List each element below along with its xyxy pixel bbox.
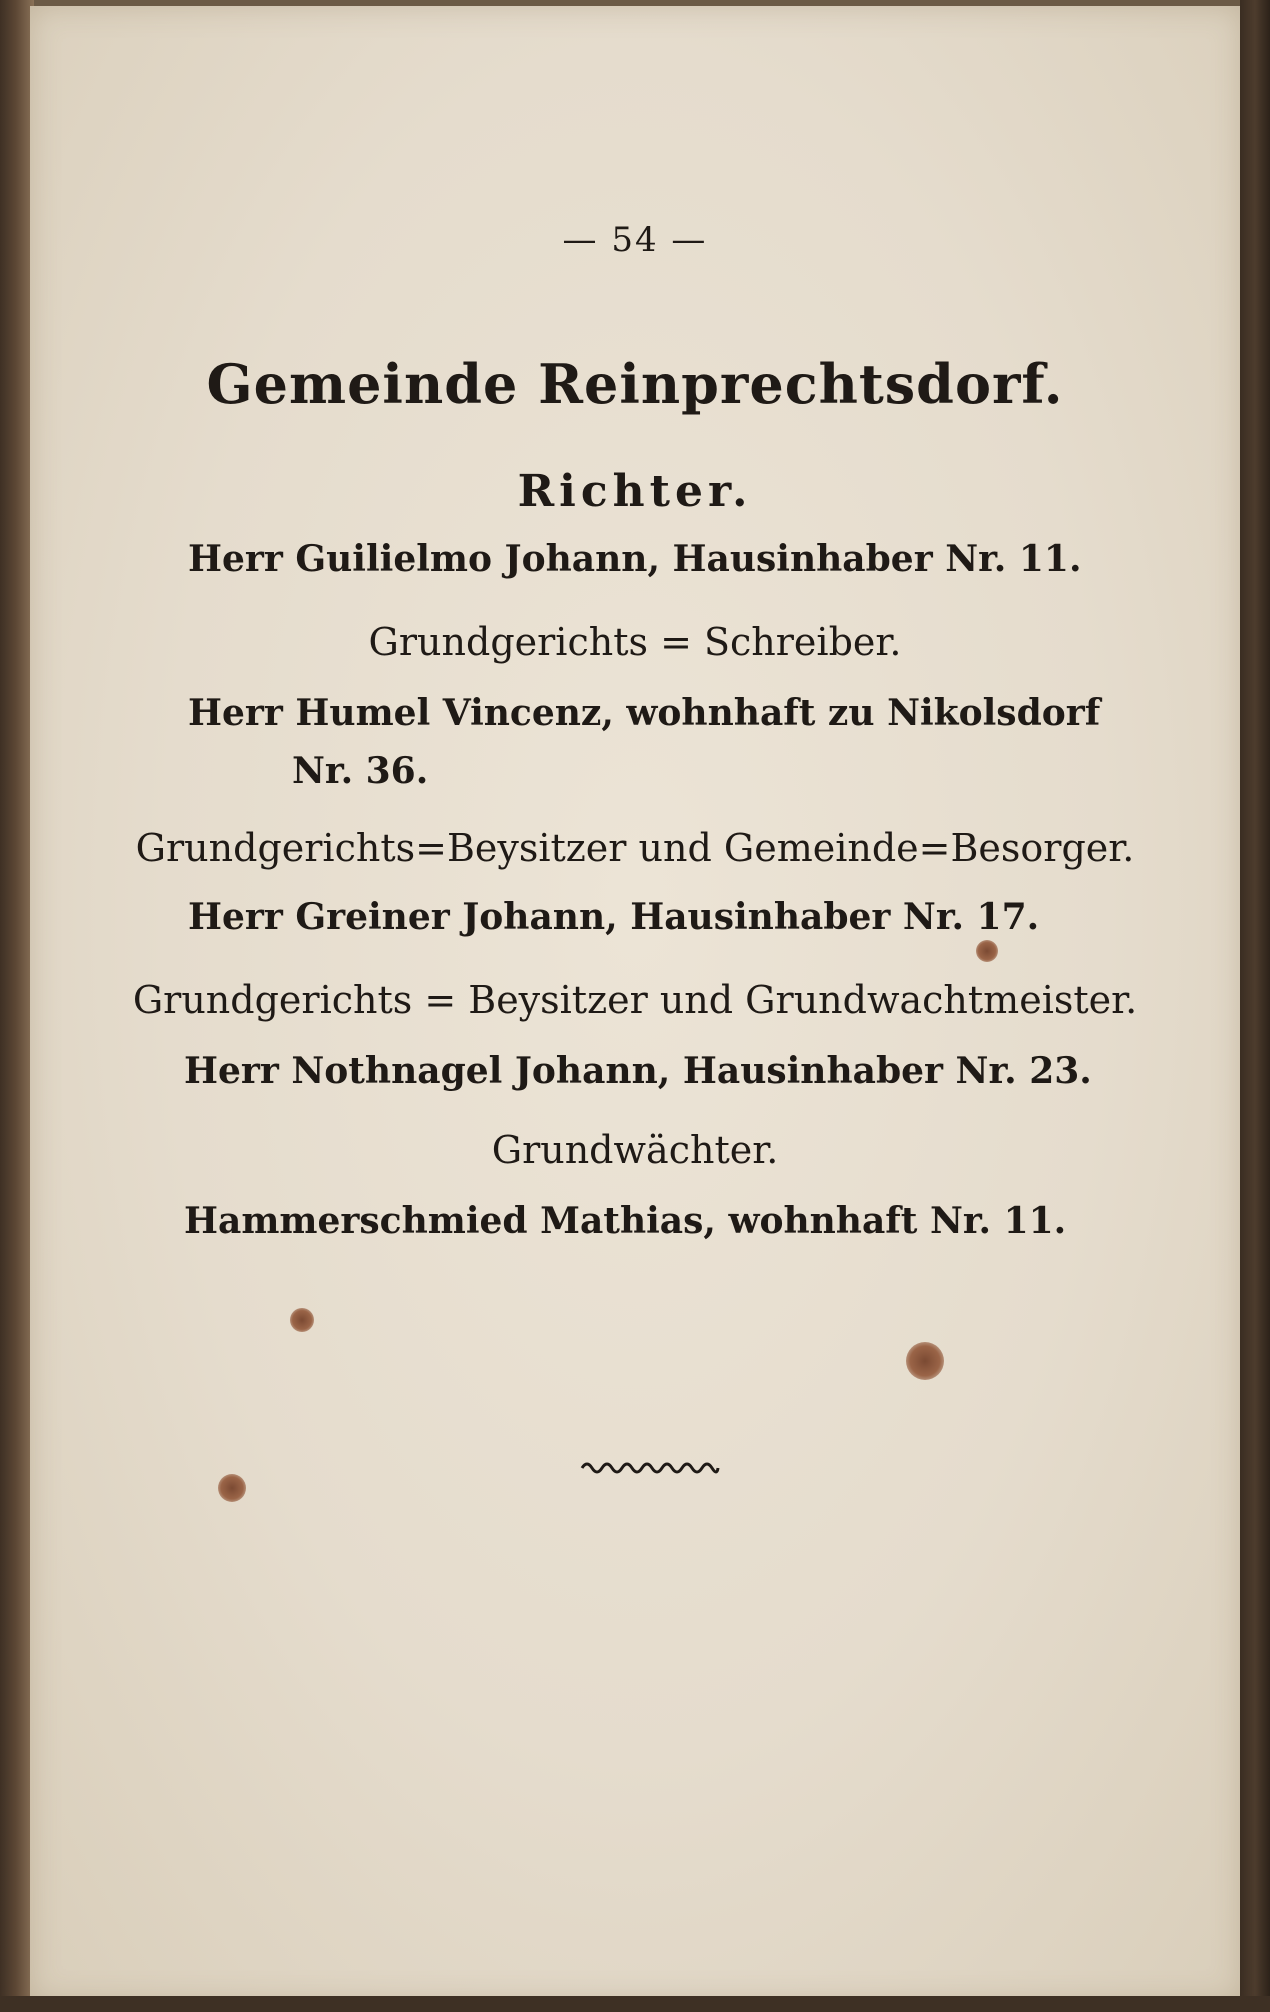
section-heading-schreiber: Grundgerichts = Schreiber. <box>368 620 902 664</box>
section-heading-beysitzer-wachtmeister: Grundgerichts = Beysitzer und Grundwachtmeister. <box>132 978 1138 1022</box>
book-edge-bottom <box>0 1996 1270 2012</box>
foxing-spot <box>290 1308 314 1332</box>
entry-line: Herr Greiner Johann, Hausinhaber Nr. 17. <box>188 896 1040 938</box>
section-heading-richter: Richter. <box>517 466 753 517</box>
entry-line: Herr Guilielmo Johann, Hausinhaber Nr. 11. <box>188 538 1082 580</box>
section-heading-grundwaechter: Grundwächter. <box>491 1128 779 1172</box>
foxing-spot <box>906 1342 944 1380</box>
foxing-spot <box>976 940 998 962</box>
page-number: — 54 — <box>562 220 708 260</box>
entry-line: Herr Nothnagel Johann, Hausinhaber Nr. 23. <box>184 1050 1092 1092</box>
entry-line: Nr. 36. <box>292 750 429 792</box>
foxing-spot <box>218 1474 246 1502</box>
section-heading-beysitzer-besorger: Grundgerichts=Beysitzer und Gemeinde=Besorger. <box>135 826 1135 870</box>
page-title: Gemeinde Reinprechtsdorf. <box>206 352 1064 416</box>
entry-line: Herr Humel Vincenz, wohnhaft zu Nikolsdorf <box>188 692 1101 734</box>
entry-line: Hammerschmied Mathias, wohnhaft Nr. 11. <box>184 1200 1067 1242</box>
decorative-rule <box>580 1456 720 1476</box>
